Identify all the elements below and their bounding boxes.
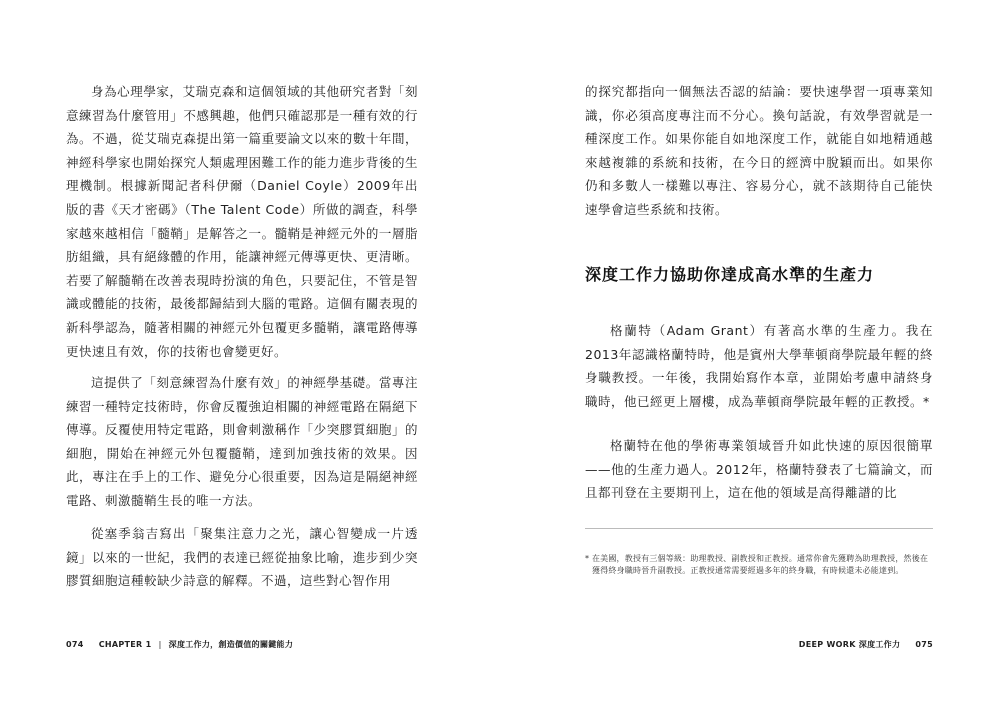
chapter-title: 深度工作力，創造價值的關鍵能力 — [168, 640, 294, 649]
right-page-footer — [799, 639, 933, 650]
body-paragraph-3: 從塞季翁吉寫出「聚集注意力之光，讓心智變成一片透鏡」以來的一世紀，我們的表達已經從抽象比喻，進步到少突膠質細胞這種較缺少詩意的解釋。不過，這些對心智作用 — [66, 526, 418, 589]
body-paragraph-5: 格蘭特在他的學術專業領域晉升如此快速的原因很簡單——他的生產力過人。2012年，格蘭特發表了七篇論文，而且都刊登在主要期刊上，這在他的領域是高得離譜的比 — [585, 438, 933, 501]
chapter-label: CHAPTER 1 — [98, 640, 152, 649]
left-page-footer — [66, 639, 293, 650]
left-page-number: 074 — [66, 640, 84, 649]
body-paragraph-1: 身為心理學家，艾瑞克森和這個領域的其他研究者對「刻意練習為什麼管用」不感興趣，他們只確認那是一種有效的行為。不過，從艾瑞克森提出第一篇重要論文以來的數十年間，神經科學家也開始探究人類處理困難工作的能力進步背後的生理機制。根據新聞記者科伊爾（Daniel Coyle）2009年出版的書《天才密碼》（The Talent Code）所做的調查，科學家越來越相信「髓鞘」是解答之一。髓鞘是神經元外的一層脂肪組織，具有絕緣體的作用，能讓神經元傳導更快、更清晰。若要了解髓鞘在改善表現時扮演的角色，只要記住，不管是智識或體能的技術，最後都歸結到大腦的電路。這個有關表現的新科學認為，隨著相關的神經元外包覆更多髓鞘，讓電路傳導更快速且有效，你的技術也會變更好。 — [66, 84, 418, 359]
footnote-divider — [585, 528, 933, 529]
right-page-number: 075 — [915, 640, 933, 649]
body-paragraph-4: 格蘭特（Adam Grant）有著高水準的生產力。我在2013年認識格蘭特時，他是賓州大學華頓商學院最年輕的終身職教授。一年後，我開始寫作本章，並開始考慮申請終身職時，他已經更上層樓，成為華頓商學院最年輕的正教授。* — [585, 323, 933, 409]
section-heading: 深度工作力協助你達成高水準的生產力 — [585, 265, 875, 284]
body-paragraph-2: 這提供了「刻意練習為什麼有效」的神經學基礎。當專注練習一種特定技術時，你會反覆強迫相關的神經電路在隔絕下傳導。反覆使用特定電路，則會刺激稱作「少突膠質細胞」的細胞，開始在神經元外包覆髓鞘，達到加強技術的效果。因此，專注在手上的工作、避免分心很重要，因為這是隔絕神經電路、刺激髓鞘生長的唯一方法。 — [66, 375, 418, 508]
right-page — [500, 0, 999, 709]
continued-paragraph: 的探究都指向一個無法否認的結論：要快速學習一項專業知識，你必須高度專注而不分心。換句話說，有效學習就是一種深度工作。如果你能自如地深度工作，就能自如地精通越來越複雜的系統和技術，在今日的經濟中脫穎而出。如果你仍和多數人一樣難以專注、容易分心，就不該期待自己能快速學會這些系統和技術。 — [585, 84, 933, 217]
book-title: DEEP WORK 深度工作力 — [798, 640, 901, 649]
footer-separator: | — [158, 640, 162, 649]
footnote: * 在美國，教授有三個等級：助理教授、副教授和正教授。通常你會先獲聘為助理教授，然後在獲得終身職時晉升副教授。正教授通常需要經過多年的終身職，有時候還未必能達到。 — [585, 554, 929, 575]
